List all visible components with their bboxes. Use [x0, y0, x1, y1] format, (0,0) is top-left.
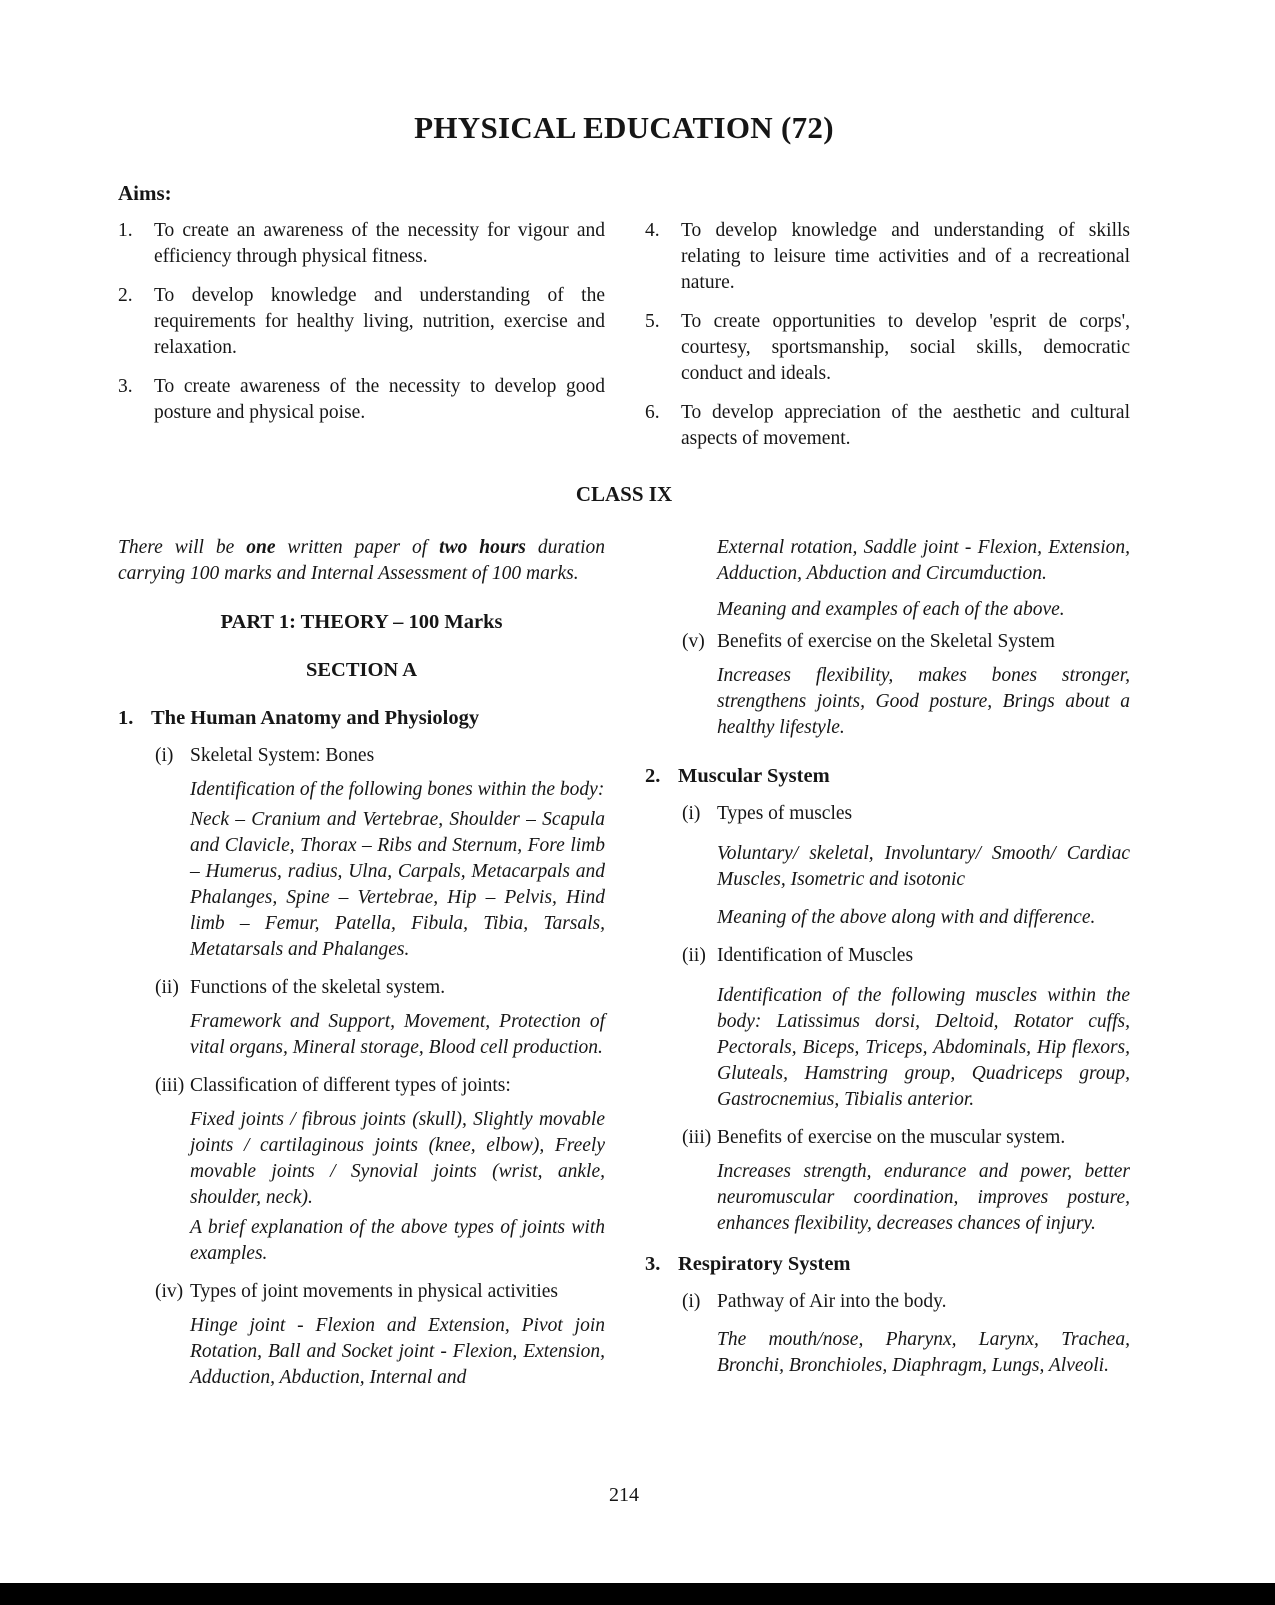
subitem-heading: Benefits of exercise on the muscular system.: [717, 1127, 1066, 1148]
aim-number: 6.: [645, 402, 660, 423]
subitem-heading: Pathway of Air into the body.: [717, 1291, 947, 1312]
subitem-s2-iii: [682, 1125, 1130, 1237]
aims-columns: [118, 218, 1130, 465]
aims-left-column: [118, 218, 605, 439]
subitem-detail: The mouth/nose, Pharynx, Larynx, Trachea, Bronchi, Bronchioles, Diaphragm, Lungs, Alveoli.: [717, 1329, 1130, 1376]
aim-number: 2.: [118, 285, 133, 306]
aim-number: 4.: [645, 220, 660, 241]
aim-item: [645, 218, 1130, 296]
page-number: 214: [609, 1484, 639, 1506]
subitem-s1-iii: [155, 1073, 605, 1267]
aim-number: 1.: [118, 220, 133, 241]
section-3-title: [645, 1251, 1130, 1277]
subitem-detail-continued: External rotation, Saddle joint - Flexion, Extension, Adduction, Abduction and Circumduction.: [717, 537, 1130, 584]
section-title-text: Muscular System: [678, 765, 830, 787]
subitem-head: [682, 801, 1130, 827]
subitem-heading: Identification of Muscles: [717, 945, 914, 966]
aim-text: To develop knowledge and understanding of skills relating to leisure time activities and of a recreational nature.: [681, 220, 1130, 293]
syllabus-columns: [118, 535, 1130, 1391]
subitem-label: (ii): [155, 977, 179, 998]
subitem-detail: Fixed joints / fibrous joints (skull), Slightly movable joints / cartilaginous joints (knee, elbow), Freely movable joints / Synovial joints (wrist, ankle, shoulder, neck).: [190, 1109, 605, 1208]
aim-item: [118, 218, 605, 270]
subitem-head: [682, 1125, 1130, 1151]
aim-number: 5.: [645, 311, 660, 332]
subitem-s2-ii: [682, 943, 1130, 1113]
part-heading: PART 1: THEORY – 100 Marks: [220, 611, 503, 633]
subitem-s1-iv: [155, 1279, 605, 1391]
subitem-head: [155, 1073, 605, 1099]
subitem-heading: Types of muscles: [717, 803, 853, 824]
subitem-s1-i: [155, 743, 605, 963]
subitem-s1-v: [682, 629, 1130, 741]
intro-text: written paper of: [275, 537, 440, 558]
subitem-heading: Classification of different types of joints:: [190, 1075, 511, 1096]
subitem-detail: Meaning of the above along with and difference.: [717, 907, 1096, 928]
subitem-detail: Voluntary/ skeletal, Involuntary/ Smooth/ Cardiac Muscles, Isometric and isotonic: [717, 843, 1130, 890]
subitem-detail-continued: Meaning and examples of each of the above.: [717, 599, 1065, 620]
syllabus-right-column: [645, 535, 1130, 1379]
subitem-detail: Increases flexibility, makes bones stronger, strengthens joints, Good posture, Brings about a healthy lifestyle.: [717, 665, 1130, 738]
subitem-head: [682, 943, 1130, 969]
section-title-text: The Human Anatomy and Physiology: [151, 707, 480, 729]
aim-text: To create awareness of the necessity to develop good posture and physical poise.: [154, 376, 605, 423]
subitem-heading: Skeletal System: Bones: [190, 745, 375, 766]
subitem-detail: Identification of the following muscles within the body: Latissimus dorsi, Deltoid, Rotator cuffs, Pectorals, Biceps, Triceps, Abdominals, Hip flexors, Gluteals, Hamstring group, Quadriceps group, Gastrocnemius, Tibialis anterior.: [717, 985, 1130, 1110]
subitem-s3-i: [682, 1289, 1130, 1379]
aim-text: To create an awareness of the necessity for vigour and efficiency through physical fitness.: [154, 220, 605, 267]
subitem-label: (i): [155, 745, 174, 766]
subitem-head: [682, 1289, 1130, 1315]
subitem-detail: Increases strength, endurance and power, better neuromuscular coordination, improves posture, enhances flexibility, decreases chances of injury.: [717, 1161, 1130, 1234]
subitem-label: (iii): [155, 1075, 185, 1096]
section-number: 1.: [118, 707, 134, 729]
aim-text: To develop appreciation of the aesthetic and cultural aspects of movement.: [681, 402, 1130, 449]
subitem-detail: Hinge joint - Flexion and Extension, Pivot join Rotation, Ball and Socket joint - Flexion, Extension, Adduction, Abduction, Internal and: [190, 1315, 605, 1388]
subitem-head: [155, 743, 605, 769]
subitem-head: [155, 975, 605, 1001]
aim-text: To develop knowledge and understanding of the requirements for healthy living, nutrition, exercise and relaxation.: [154, 285, 605, 358]
subitem-detail: Identification of the following bones within the body:: [190, 779, 605, 800]
subitem-label: (i): [682, 803, 701, 824]
subitem-heading: Functions of the skeletal system.: [190, 977, 446, 998]
subitem-head: [682, 629, 1130, 655]
aim-number: 3.: [118, 376, 133, 397]
page-title: PHYSICAL EDUCATION (72): [414, 110, 834, 145]
subitem-heading: Benefits of exercise on the Skeletal System: [717, 631, 1055, 652]
page-content: [118, 0, 1130, 1391]
subitem-label: (v): [682, 631, 705, 652]
subitem-label: (iii): [682, 1127, 712, 1148]
aim-text: To create opportunities to develop 'esprit de corps', courtesy, sportsmanship, social skills, democratic conduct and ideals.: [681, 311, 1130, 384]
section-1-title: [118, 705, 605, 731]
aim-item: [118, 283, 605, 361]
aim-item: [645, 400, 1130, 452]
intro-text: There will be: [118, 537, 247, 558]
subitem-heading: Types of joint movements in physical activities: [190, 1281, 558, 1302]
section-title-text: Respiratory System: [678, 1253, 851, 1275]
subitem-detail: Neck – Cranium and Vertebrae, Shoulder – Scapula and Clavicle, Thorax – Ribs and Sternum, Fore limb – Humerus, radius, Ulna, Carpals, Metacarpals and Phalanges, Spine – Vertebrae, Hip – Pelvis, Hind limb – Femur, Patella, Fibula, Tibia, Tarsals, Metatarsals and Phalanges.: [190, 809, 605, 960]
intro-bold: two hours: [439, 537, 526, 558]
subitem-label: (ii): [682, 945, 706, 966]
aims-right-column: [645, 218, 1130, 465]
subitem-s2-i: [682, 801, 1130, 931]
intro-text: duration carrying 100 marks and Internal Assessment of 100 marks.: [118, 537, 605, 584]
aims-heading: Aims:: [118, 181, 172, 205]
aim-item: [645, 309, 1130, 387]
subitem-label: (iv): [155, 1281, 184, 1302]
scan-edge-bar: [0, 1583, 1275, 1605]
subitem-detail: Framework and Support, Movement, Protection of vital organs, Mineral storage, Blood cell production.: [190, 1011, 605, 1058]
class-heading: CLASS IX: [575, 482, 673, 506]
section-a-heading: SECTION A: [305, 659, 418, 681]
section-2-title: [645, 763, 1130, 789]
aim-item: [118, 374, 605, 426]
section-number: 2.: [645, 765, 661, 787]
subitem-label: (i): [682, 1291, 701, 1312]
subitem-detail: A brief explanation of the above types of joints with examples.: [190, 1217, 605, 1264]
subitem-head: [155, 1279, 605, 1305]
subitem-s1-ii: [155, 975, 605, 1061]
syllabus-left-column: [118, 535, 605, 1391]
intro-bold: one: [246, 537, 276, 558]
intro-paragraph: [118, 535, 605, 587]
section-number: 3.: [645, 1253, 661, 1275]
